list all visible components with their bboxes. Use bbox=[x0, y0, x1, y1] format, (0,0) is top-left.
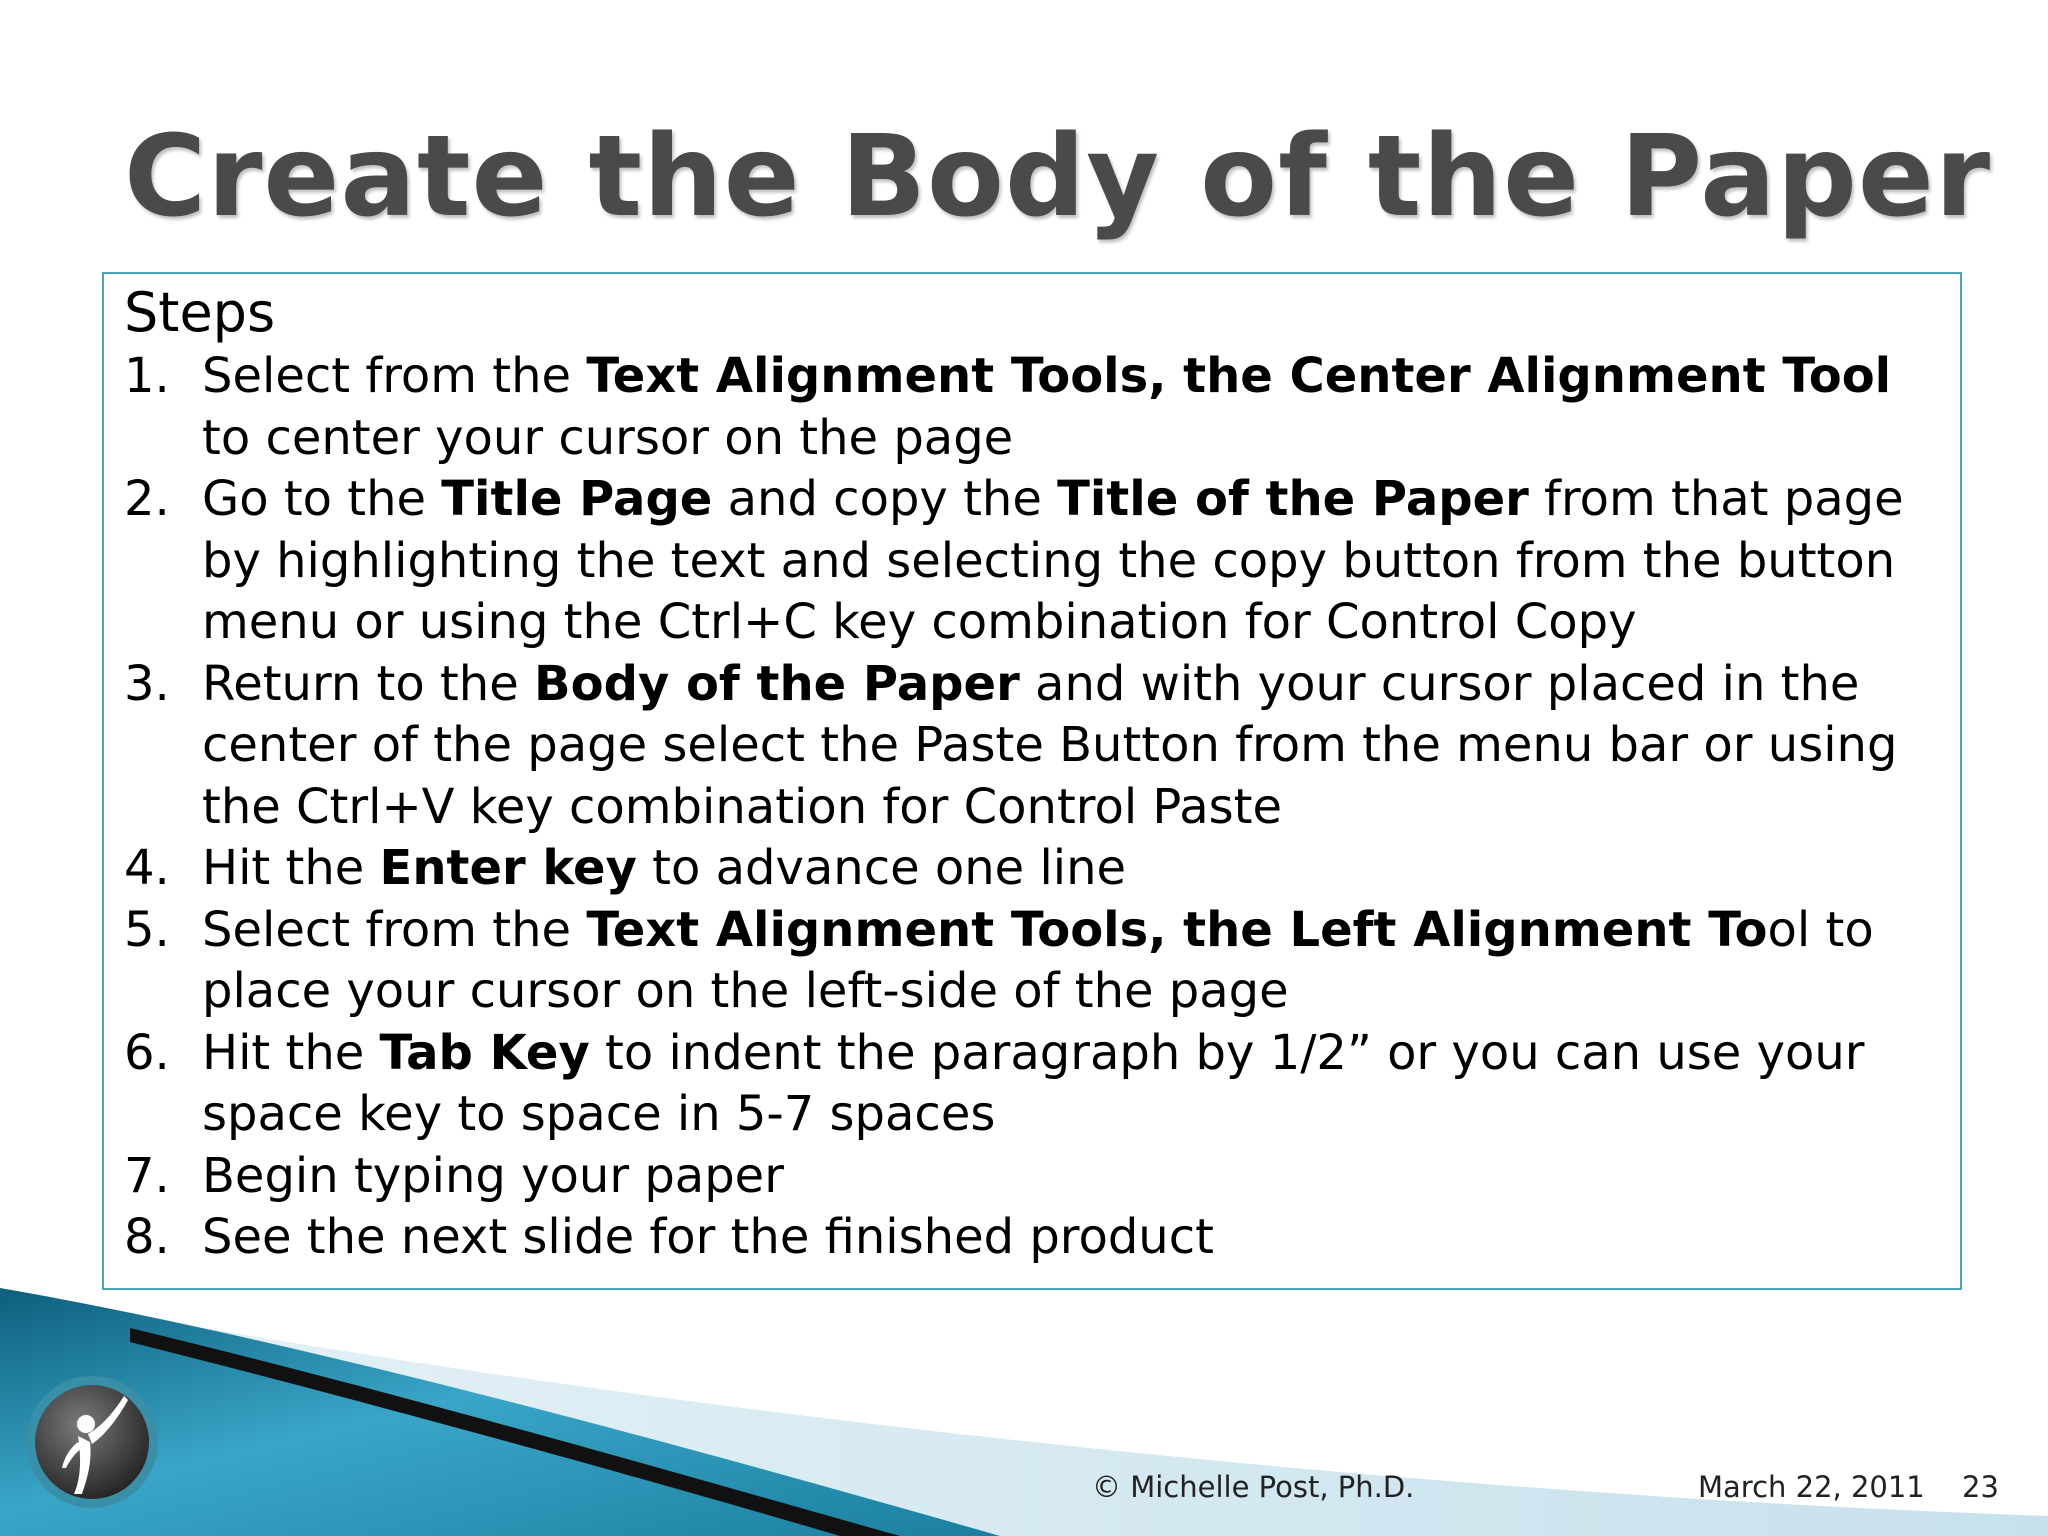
step-text: and copy the bbox=[712, 471, 1058, 527]
step-text: to indent the paragraph by 1/2” or you can use your space key to space in 5-7 spaces bbox=[202, 1024, 1865, 1142]
list-item bbox=[124, 838, 1944, 900]
list-item bbox=[124, 469, 1944, 654]
step-text-bold: Title Page bbox=[441, 471, 713, 527]
step-number: 2. bbox=[124, 471, 170, 527]
step-number: 3. bbox=[124, 655, 170, 712]
list-item bbox=[124, 900, 1944, 1023]
step-text-bold: Tab Key bbox=[379, 1024, 590, 1081]
steps-list bbox=[124, 346, 1944, 1269]
step-number: 4. bbox=[124, 840, 170, 896]
step-text: Begin typing your paper bbox=[202, 1147, 784, 1204]
list-item bbox=[124, 1207, 1944, 1269]
list-item bbox=[124, 654, 1944, 839]
step-text: to center your cursor on the page bbox=[202, 409, 1014, 466]
steps-heading: Steps bbox=[124, 281, 276, 344]
step-text: Go to the bbox=[202, 471, 442, 527]
slide-title: Create the Body of the Paper bbox=[124, 112, 1992, 242]
step-text-bold: Body of the Paper bbox=[534, 655, 1020, 712]
step-text: See the next slide for the finished product bbox=[202, 1209, 1214, 1265]
content-box bbox=[102, 272, 1962, 1290]
step-number: 8. bbox=[124, 1209, 170, 1265]
step-text: Hit the bbox=[202, 1024, 380, 1081]
step-number: 5. bbox=[124, 901, 170, 958]
step-text-bold: Text Alignment Tools, the Center Alignment Tool bbox=[586, 348, 1892, 404]
step-text: Select from the bbox=[202, 348, 587, 404]
step-text: Return to the bbox=[202, 655, 535, 712]
footer-date: March 22, 2011 bbox=[1698, 1470, 1925, 1504]
step-text: and with your cursor placed in the center of the page select the Paste Button from the menu bar or using the Ctrl+V key combination for Control Paste bbox=[202, 655, 1898, 835]
step-text-bold: Text Alignment Tools, the Left Alignment To bbox=[586, 901, 1768, 958]
step-number: 1. bbox=[124, 348, 170, 404]
list-item bbox=[124, 1023, 1944, 1146]
person-logo-icon bbox=[22, 1372, 162, 1512]
step-text: from that page by highlighting the text and selecting the copy button from the button menu or using the Ctrl+C key combination for Control Copy bbox=[202, 471, 1904, 650]
step-text: Select from the bbox=[202, 901, 587, 958]
list-item bbox=[124, 346, 1944, 469]
step-number: 7. bbox=[124, 1147, 170, 1204]
footer-page-number: 23 bbox=[1962, 1470, 1999, 1504]
step-text-bold: Enter key bbox=[379, 840, 637, 896]
footer-copyright: © Michelle Post, Ph.D. bbox=[1092, 1470, 1415, 1504]
step-text: to advance one line bbox=[636, 840, 1127, 896]
step-text: Hit the bbox=[202, 840, 380, 896]
list-item bbox=[124, 1146, 1944, 1208]
step-number: 6. bbox=[124, 1024, 170, 1081]
step-text: ol to place your cursor on the left-side of the page bbox=[202, 901, 1874, 1019]
step-text-bold: Title of the Paper bbox=[1057, 471, 1529, 527]
